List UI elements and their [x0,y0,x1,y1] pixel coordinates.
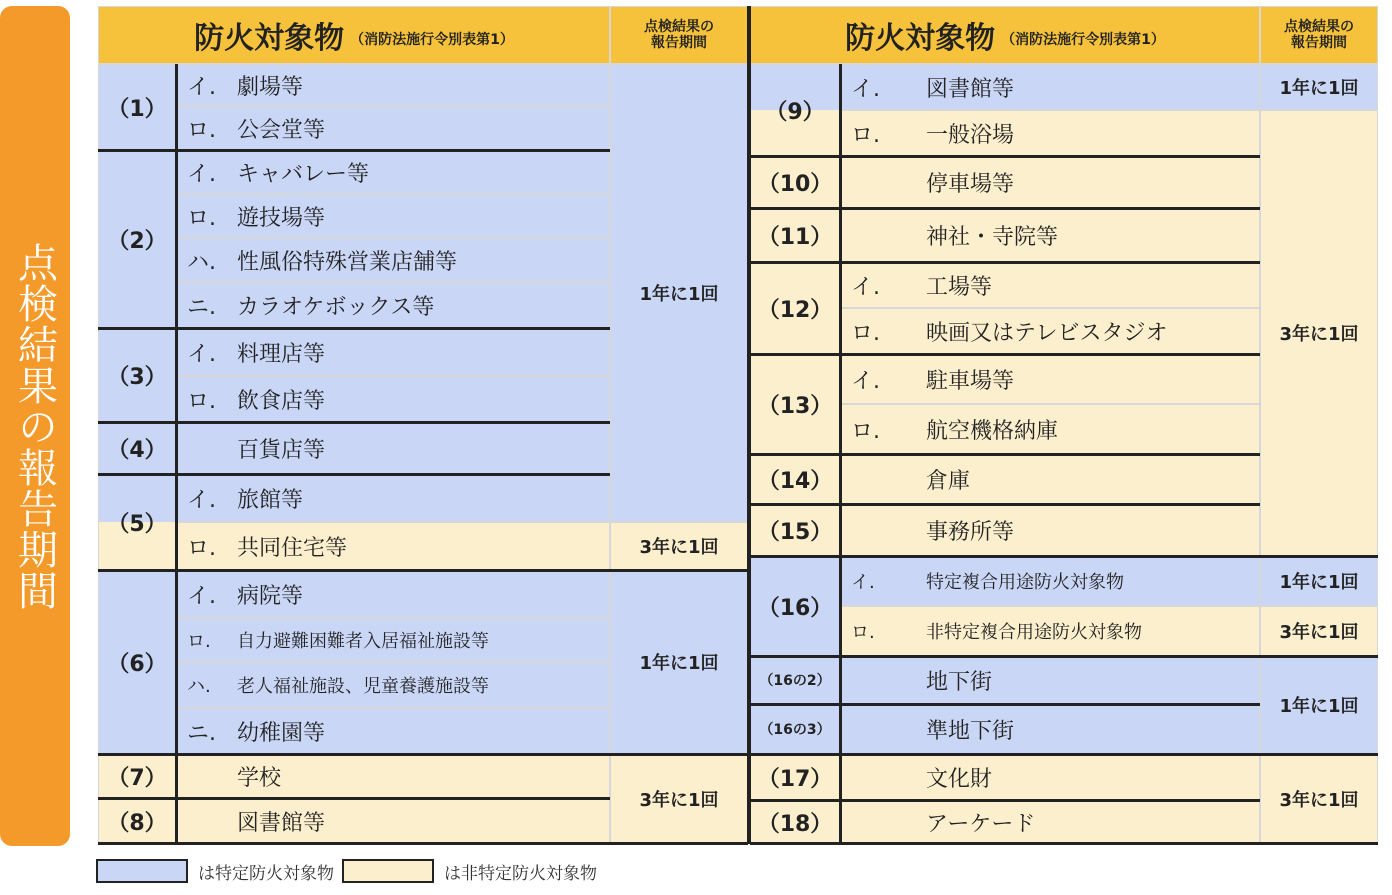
category-number: （13） [750,354,840,454]
subcategory-row: イ. 料理店等 [176,328,610,376]
category-number: （10） [750,156,840,208]
report-period: 3年に1回 [610,754,748,844]
subcategory-row: 図書館等 [176,798,610,844]
subcategory-row: ロ. 自力避難困難者入居福祉施設等 [176,618,610,662]
left-header-period: 点検結果の 報告期間 [610,6,748,64]
legend-swatch-non-specified [342,859,434,883]
subcategory-row: ロ. 公会堂等 [176,106,610,150]
category-number: （7） [98,754,176,798]
header-subtitle: （消防法施行令別表第1） [350,32,514,48]
legend-label-non-specified: は非特定防火対象物 [444,863,597,884]
category-number: （17） [750,754,840,800]
row-separator [750,207,1260,210]
header-title: 防火対象物 [194,21,345,56]
subcategory-row: 倉庫 [840,454,1260,504]
subcategory-row: イ. 工場等 [840,262,1260,308]
subcategory-row: イ. キャバレー等 [176,150,610,194]
row-separator [750,453,1260,456]
subcategory-row: ロ. 航空機格納庫 [840,404,1260,454]
left-header-title [98,6,610,64]
report-period: 1年に1回 [610,570,748,754]
subcategory-row: ハ. 性風俗特殊営業店舗等 [176,238,610,282]
category-number: （9） [750,64,840,156]
report-period: 1年に1回 [1260,656,1378,754]
category-number: （11） [750,208,840,262]
row-separator [750,155,1260,158]
category-number: （2） [98,150,176,328]
right-header-period: 点検結果の 報告期間 [1260,6,1378,64]
subcategory-row: イ. 駐車場等 [840,354,1260,404]
subcategory-row: ハ. 老人福祉施設、児童養護施設等 [176,662,610,708]
column-separator [175,64,178,844]
category-number: （3） [98,328,176,422]
row-separator [750,503,1260,506]
report-period: 3年に1回 [1260,606,1378,656]
report-period: 1年に1回 [1260,556,1378,606]
category-number: （16の2） [750,656,840,704]
subcategory-row: イ. 劇場等 [176,64,610,106]
side-label-report-period [0,6,70,846]
subcategory-row: ニ. カラオケボックス等 [176,282,610,328]
category-number: （8） [98,798,176,844]
row-separator [98,753,748,756]
row-separator [750,753,1378,756]
report-period: 1年に1回 [1260,64,1378,110]
report-period: 1年に1回 [610,64,748,522]
category-number: （18） [750,800,840,844]
legend-swatch-specified [96,859,188,883]
subcategory-row: イ. 特定複合用途防火対象物 [840,556,1260,606]
report-period: 3年に1回 [610,522,748,570]
category-number: （15） [750,504,840,556]
subcategory-row: イ. 旅館等 [176,474,610,522]
row-separator [750,703,1260,706]
subcategory-row: ロ. 共同住宅等 [176,522,610,570]
category-number: （14） [750,454,840,504]
subcategory-row: 神社・寺院等 [840,208,1260,262]
subcategory-row: 百貨店等 [176,422,610,474]
category-number: （1） [98,64,176,150]
row-separator [750,555,1378,558]
subcategory-row: イ. 図書館等 [840,64,1260,110]
subcategory-row: 地下街 [840,656,1260,704]
row-separator [98,842,748,845]
row-separator [750,799,1260,802]
row-separator [750,655,1378,658]
subcategory-row: 準地下街 [840,704,1260,754]
row-separator [750,261,1260,264]
row-separator [98,569,748,572]
subcategory-row: 学校 [176,754,610,798]
category-number: （5） [98,474,176,570]
right-header-title: 防火対象物 （消防法施行令別表第1） [750,6,1260,64]
category-number: （16の3） [750,704,840,754]
report-period: 3年に1回 [1260,110,1378,556]
subcategory-row: ロ. 遊技場等 [176,194,610,238]
subcategory-row: ロ. 一般浴場 [840,110,1260,156]
subcategory-row: ロ. 非特定複合用途防火対象物 [840,606,1260,656]
category-number: （6） [98,570,176,754]
subcategory-row: 事務所等 [840,504,1260,556]
column-separator [839,64,842,844]
subcategory-row: イ. 病院等 [176,570,610,618]
column-separator [747,6,751,844]
category-number: （12） [750,262,840,354]
subcategory-row: ニ. 幼稚園等 [176,708,610,754]
report-period: 3年に1回 [1260,754,1378,844]
subcategory-row: アーケード [840,800,1260,844]
subcategory-row: ロ. 映画又はテレビスタジオ [840,308,1260,354]
legend-label-specified: は特定防火対象物 [198,863,334,884]
row-separator [750,842,1378,845]
legend [96,856,605,886]
category-number: （4） [98,422,176,474]
subcategory-row: 文化財 [840,754,1260,800]
category-number: （16） [750,556,840,656]
subcategory-row: ロ. 飲食店等 [176,376,610,422]
row-separator [750,353,1260,356]
subcategory-row: 停車場等 [840,156,1260,208]
side-label-text: 点検結果の報告期間 [11,241,58,611]
